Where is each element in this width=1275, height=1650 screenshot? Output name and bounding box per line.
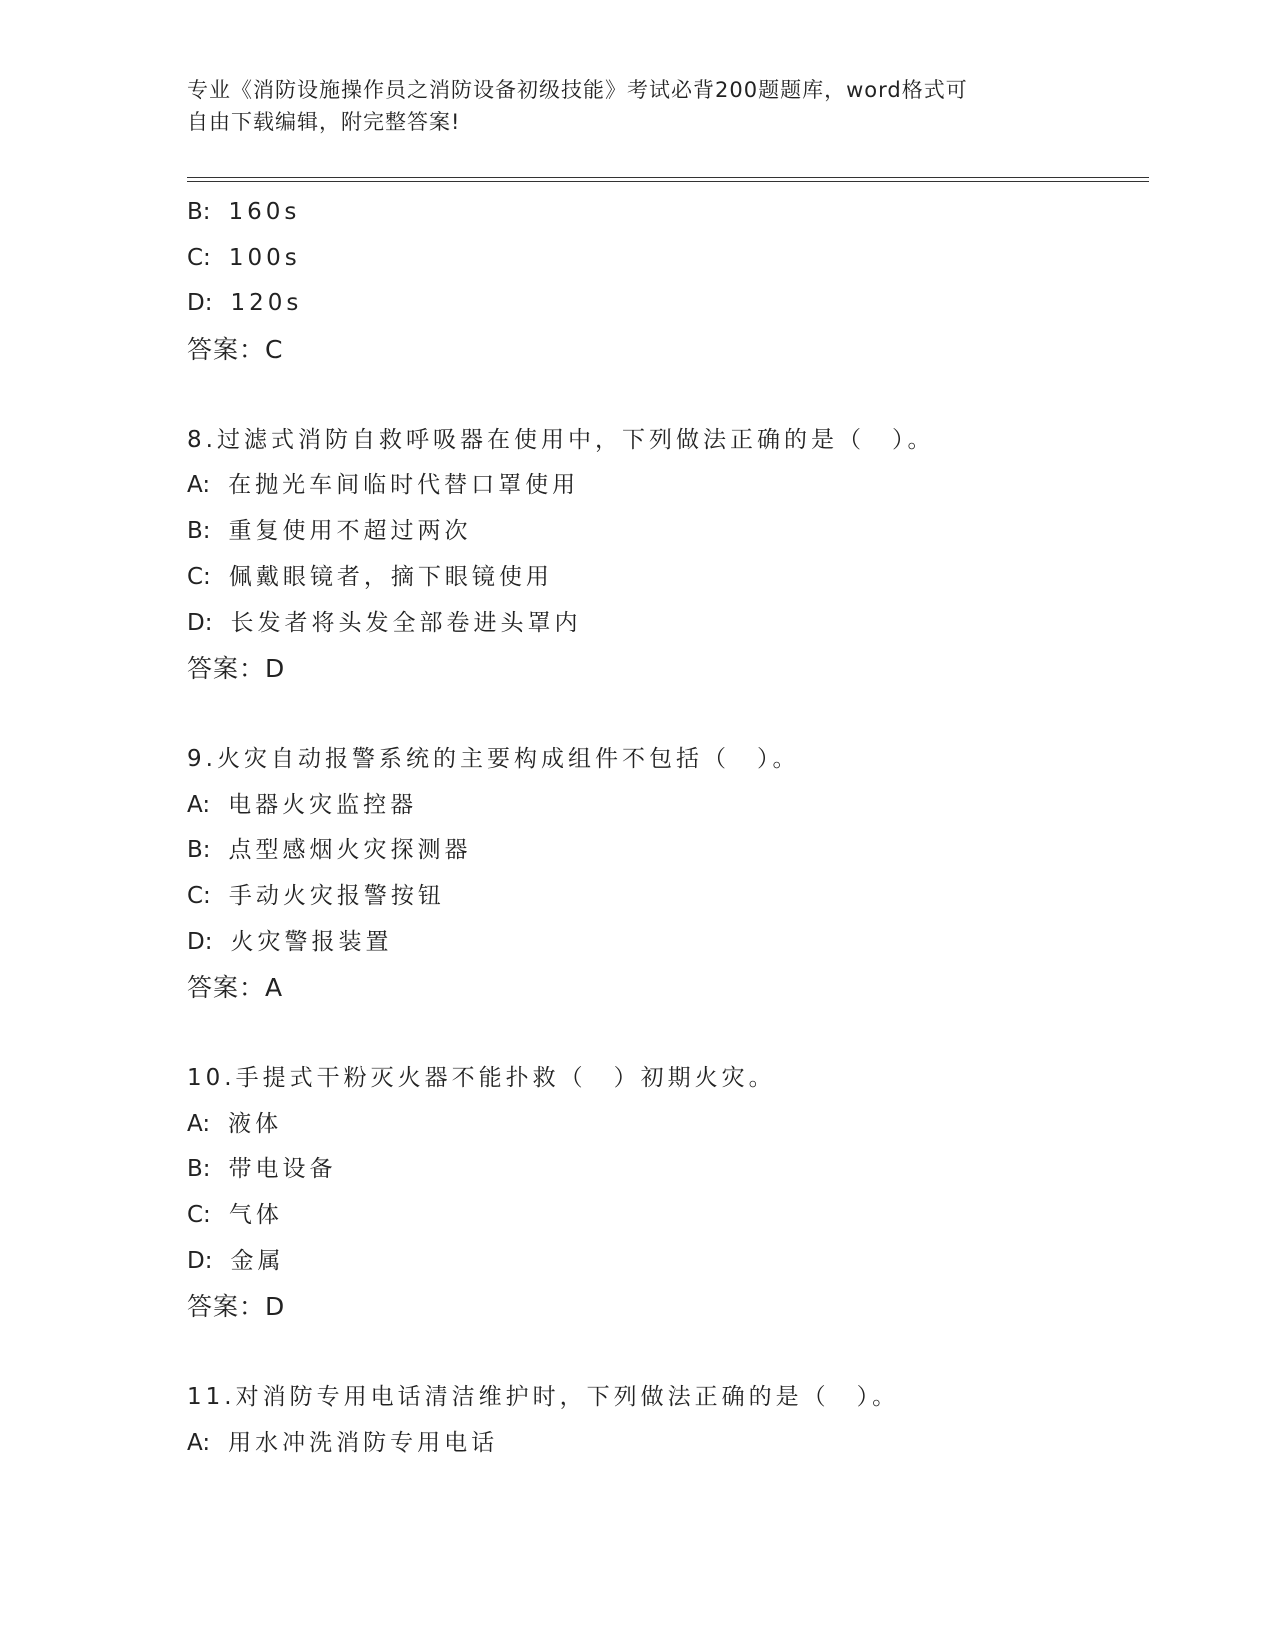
option-text: 带电设备 (228, 1156, 337, 1183)
question-block-8 (187, 418, 1147, 692)
answer-line: 答案：D (187, 1292, 286, 1322)
header-title-line-2: 自由下载编辑，附完整答案! (187, 110, 461, 134)
option-text: 手动火灾报警按钮 (228, 882, 445, 909)
question-block-prev (187, 190, 1147, 373)
option-line (187, 1421, 1147, 1467)
question-stem: 11.对消防专用电话清洁维护时，下列做法正确的是（ ）。 (187, 1384, 900, 1411)
option-line (187, 281, 1147, 327)
option-letter: B: (187, 199, 211, 225)
option-text: 120s (230, 290, 303, 317)
option-letter: C: (187, 563, 211, 590)
answer-line: 答案：D (187, 654, 286, 684)
option-letter: C: (187, 1202, 211, 1229)
option-letter: C: (187, 882, 211, 909)
option-letter: A: (187, 1110, 211, 1137)
option-text: 100s (228, 244, 301, 271)
option-letter: A: (187, 472, 211, 499)
option-letter: B: (187, 518, 211, 545)
option-text: 用水冲洗消防专用电话 (228, 1429, 499, 1456)
option-letter: A: (187, 1429, 211, 1456)
option-line (187, 1147, 1147, 1193)
question-stem: 8.过滤式消防自救呼吸器在使用中，下列做法正确的是（ ）。 (187, 426, 935, 453)
answer-line: 答案：A (187, 973, 284, 1003)
option-line (187, 1102, 1147, 1148)
option-line (187, 463, 1147, 509)
option-line (187, 1239, 1147, 1285)
question-block-9 (187, 737, 1147, 1011)
question-stem: 10.手提式干粉灭火器不能扑救（ ）初期火灾。 (187, 1065, 776, 1091)
document-body (187, 190, 1147, 1467)
option-letter: B: (187, 837, 211, 864)
option-line (187, 783, 1147, 829)
option-line (187, 509, 1147, 555)
option-letter: B: (187, 1156, 211, 1183)
question-block-11 (187, 1375, 1147, 1466)
option-text: 重复使用不超过两次 (228, 518, 472, 545)
option-line (187, 920, 1147, 966)
header-divider-bottom (187, 181, 1149, 182)
header-divider-top (187, 177, 1149, 178)
option-text: 液体 (228, 1110, 283, 1137)
option-line (187, 828, 1147, 874)
option-text: 160s (228, 199, 301, 225)
option-letter: D: (187, 928, 213, 955)
question-stem: 9.火灾自动报警系统的主要构成组件不包括（ ）。 (187, 745, 800, 772)
option-letter: D: (187, 609, 213, 636)
document-header (187, 74, 1067, 138)
header-title-line-1: 专业《消防设施操作员之消防设备初级技能》考试必背200题题库，word格式可 (187, 78, 968, 102)
option-text: 气体 (228, 1202, 283, 1229)
option-text: 点型感烟火灾探测器 (228, 837, 472, 864)
option-letter: D: (187, 1247, 213, 1274)
answer-line: 答案：C (187, 335, 284, 365)
question-block-10 (187, 1056, 1147, 1330)
option-line (187, 236, 1147, 282)
option-letter: D: (187, 290, 213, 317)
option-line (187, 190, 1147, 236)
option-line (187, 555, 1147, 601)
option-letter: C: (187, 244, 211, 271)
option-line (187, 874, 1147, 920)
option-line (187, 1193, 1147, 1239)
option-text: 火灾警报装置 (230, 928, 393, 955)
option-text: 佩戴眼镜者，摘下眼镜使用 (228, 563, 553, 590)
option-text: 电器火灾监控器 (228, 791, 418, 818)
option-text: 在抛光车间临时代替口罩使用 (228, 472, 580, 499)
option-letter: A: (187, 791, 211, 818)
option-text: 长发者将头发全部卷进头罩内 (230, 609, 582, 636)
option-text: 金属 (230, 1247, 285, 1274)
option-line (187, 601, 1147, 647)
